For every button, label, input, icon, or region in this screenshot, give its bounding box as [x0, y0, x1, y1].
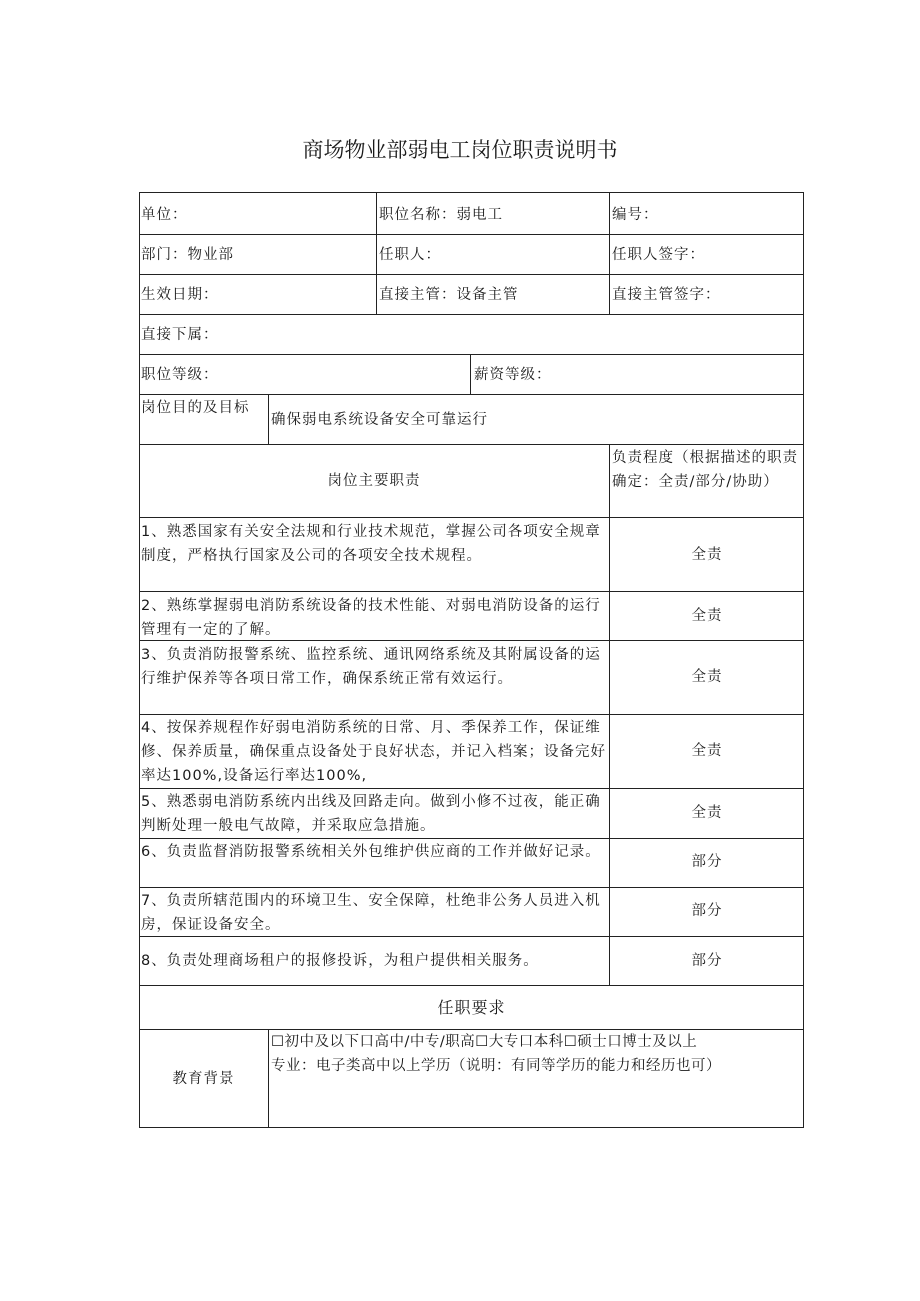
duty-item: 4、按保养规程作好弱电消防系统的日常、月、季保养工作，保证维修、保养质量，确保重点设备处于良好状态，并记入档案；设备完好率达100%,设备运行率达100%, [141, 720, 606, 784]
duty-item: 5、熟悉弱电消防系统内出线及回路走向。做到小修不过夜，能正确判断处理一般电气故障，并采取应急措施。 [141, 794, 601, 834]
position-level-label: 职位等级： [141, 367, 219, 383]
purpose-value: 确保弱电系统设备安全可靠运行 [271, 412, 488, 428]
incumbent-sign-label: 任职人签字： [612, 247, 705, 263]
duty-item: 2、熟练掌握弱电消防系统设备的技术性能、对弱电消防设备的运行管理有一定的了解。 [141, 598, 601, 638]
supervisor: 直接主管：设备主管 [379, 287, 519, 303]
position-name: 职位名称：弱电工 [379, 207, 503, 223]
duty-level: 全责 [691, 608, 723, 624]
education-major: 专业：电子类高中以上学历（说明：有同等学历的能力和经历也可） [271, 1058, 721, 1074]
duty-level: 部分 [691, 854, 723, 870]
department: 部门：物业部 [141, 247, 234, 263]
duty-level: 全责 [691, 743, 723, 759]
salary-level-label: 薪资等级： [474, 367, 552, 383]
duty-level: 部分 [691, 903, 723, 919]
duty-level: 部分 [691, 953, 723, 969]
purpose-label: 岗位目的及目标 [141, 400, 250, 416]
education-label: 教育背景 [172, 1071, 235, 1087]
page-title: 商场物业部弱电工岗位职责说明书 [302, 138, 618, 162]
effective-date-label: 生效日期： [141, 287, 219, 303]
subordinates-label: 直接下属： [141, 327, 219, 343]
supervisor-sign-label: 直接主管签字： [612, 287, 721, 303]
duty-level: 全责 [691, 805, 723, 821]
duty-item: 7、负责所辖范围内的环境卫生、安全保障，杜绝非公务人员进入机房，保证设备安全。 [141, 893, 601, 933]
responsibility-header: 负责程度（根据描述的职责确定：全责/部分/协助） [612, 450, 798, 490]
duty-item: 3、负责消防报警系统、监控系统、通讯网络系统及其附属设备的运行维护保养等各项日常工作，确保系统正常有效运行。 [141, 647, 601, 687]
duty-level: 全责 [691, 547, 723, 563]
duty-level: 全责 [691, 669, 723, 685]
duties-header: 岗位主要职责 [327, 473, 421, 489]
requirements-header: 任职要求 [437, 998, 506, 1017]
number-label: 编号： [612, 207, 659, 223]
unit-label: 单位： [141, 207, 188, 223]
education-options: ☐初中及以下口高中/中专/职高☐大专口本科☐硕士口博士及以上 [271, 1034, 698, 1050]
duty-item: 1、熟悉国家有关安全法规和行业技术规范，掌握公司各项安全规章制度，严格执行国家及公司的各项安全技术规程。 [141, 524, 601, 564]
duty-item: 6、负责监督消防报警系统相关外包维护供应商的工作并做好记录。 [141, 844, 601, 860]
incumbent-label: 任职人： [379, 247, 441, 263]
duty-item: 8、负责处理商场租户的报修投诉，为租户提供相关服务。 [141, 953, 539, 969]
